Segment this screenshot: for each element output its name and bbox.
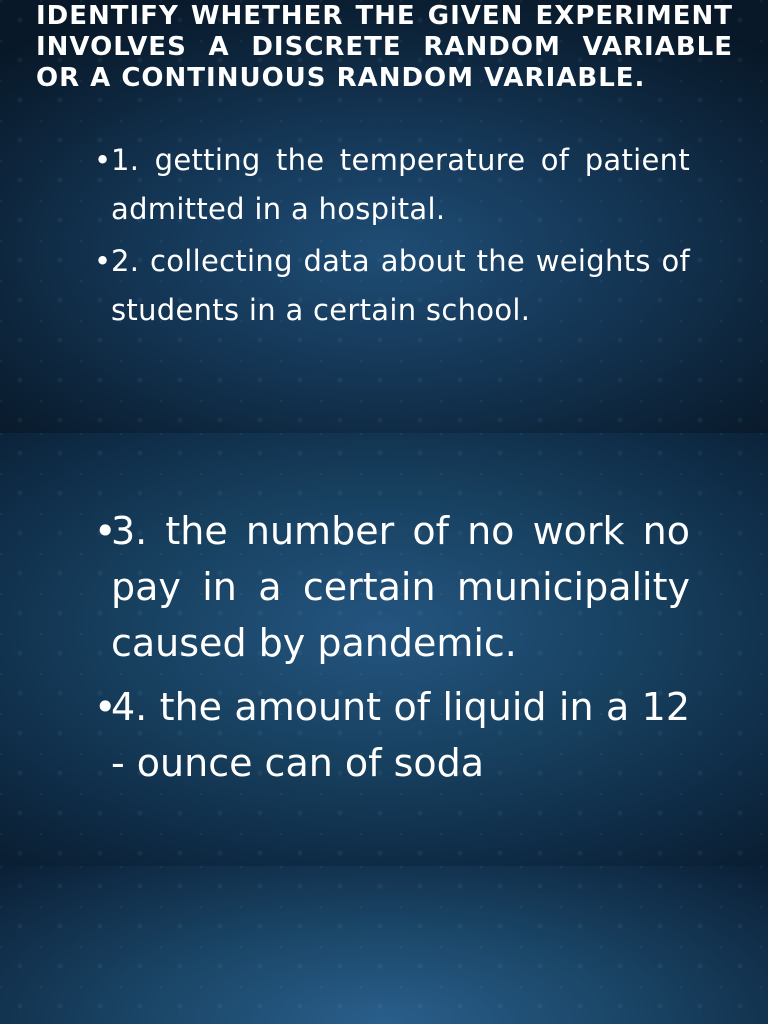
list-item bbox=[96, 503, 690, 671]
background-pattern bbox=[0, 866, 768, 1024]
bullet-icon: • bbox=[94, 509, 117, 553]
slide-2 bbox=[0, 433, 768, 866]
list-item bbox=[96, 679, 690, 791]
bullet-icon: • bbox=[94, 685, 117, 729]
list-item-text: 2. collecting data about the weights of students in a certain school. bbox=[111, 244, 690, 327]
list-item bbox=[96, 136, 690, 234]
slide-title: IDENTIFY WHETHER THE GIVEN EXPERIMENT INVOLVES A DISCRETE RANDOM VARIABLE OR A CONTINUOUS RANDOM VARIABLE. bbox=[36, 1, 733, 93]
bullet-list bbox=[96, 136, 690, 338]
bullet-icon: • bbox=[94, 143, 112, 177]
bullet-list bbox=[96, 503, 690, 799]
list-item-text: 1. getting the temperature of patient admitted in a hospital. bbox=[111, 143, 690, 226]
slide-3 bbox=[0, 866, 768, 1024]
list-item-text: 4. the amount of liquid in a 12 - ounce can of soda bbox=[111, 685, 690, 785]
bullet-icon: • bbox=[94, 244, 112, 278]
list-item bbox=[96, 237, 690, 335]
slide-1 bbox=[0, 0, 768, 433]
list-item-text: 3. the number of no work no pay in a certain municipality caused by pandemic. bbox=[111, 509, 690, 665]
